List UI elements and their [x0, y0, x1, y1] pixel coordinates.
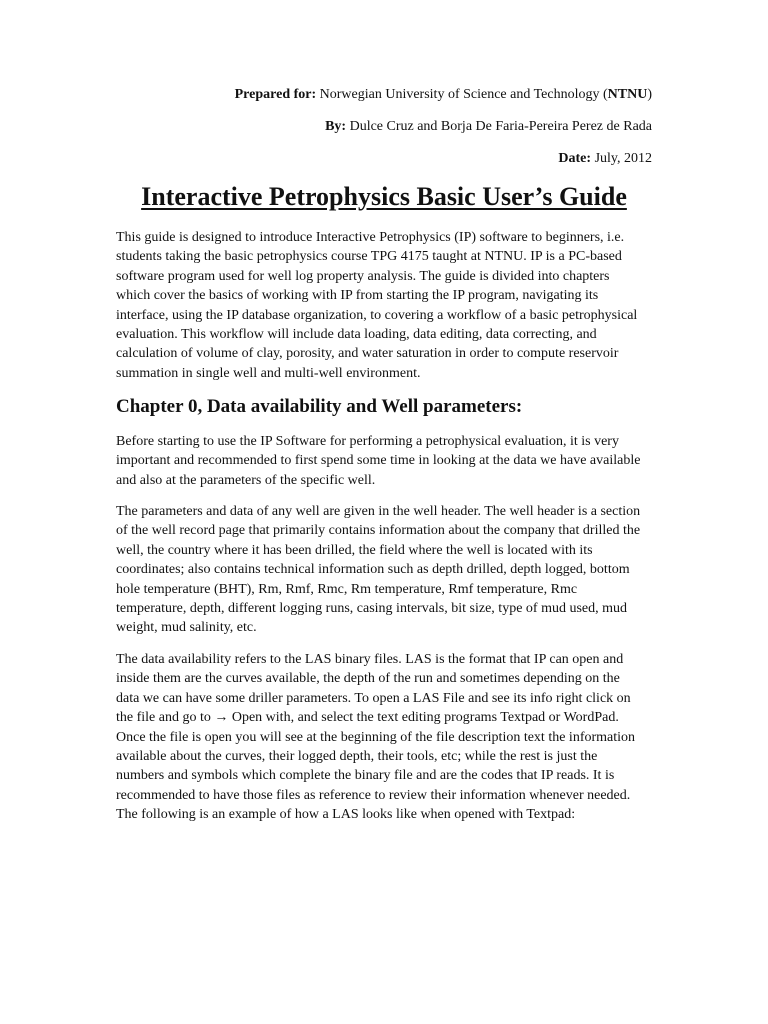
paragraph-line: inside them are the curves available, the depth of the run and sometimes depending on the	[116, 671, 620, 687]
prepared-for-pre: Norwegian University of Science and Technology (	[316, 87, 608, 102]
intro-line: software program used for well log property analysis. The guide is divided into chapters	[116, 268, 610, 284]
paragraph-line: temperature, depth, different logging runs, casing intervals, bit size, type of mud used, mud	[116, 601, 628, 617]
document-title: Interactive Petrophysics Basic User’s Guide	[141, 182, 627, 211]
paragraph-line: of the well record page that primarily contains information about the company that drilled the	[116, 523, 641, 539]
intro-line: summation in single well and multi-well environment.	[116, 365, 421, 381]
intro-line: calculation of volume of clay, porosity, and water saturation in order to compute reservoir	[116, 346, 619, 362]
prepared-for-line	[235, 87, 652, 103]
authors-label: By:	[325, 119, 347, 134]
prepared-for-ntnu: NTNU	[607, 87, 648, 102]
paragraph-line: weight, mud salinity, etc.	[116, 620, 257, 636]
intro-line: evaluation. This workflow will include data loading, data editing, data correcting, and	[116, 327, 597, 343]
prepared-for-post: )	[647, 87, 652, 102]
paragraph-line: the file and go to → Open with, and select the text editing programs Textpad or WordPad.	[116, 710, 619, 726]
date-value: July, 2012	[591, 151, 652, 166]
paragraph-line: The parameters and data of any well are given in the well header. The well header is a section	[116, 504, 641, 519]
paragraph-line: well, the country where it has been drilled, the field where the well is located with its	[116, 542, 593, 558]
authors-value: Dulce Cruz and Borja De Faria-Pereira Perez de Rada	[346, 119, 652, 134]
paragraph-line: Before starting to use the IP Software for performing a petrophysical evaluation, it is very	[116, 434, 619, 449]
intro-line: interface, using the IP database organization, to covering a workflow of a basic petrophysical	[116, 307, 638, 323]
paragraph-line: hole temperature (BHT), Rm, Rmf, Rmc, Rm temperature, Rmf temperature, Rmc	[116, 581, 578, 597]
paragraph-line: The following is an example of how a LAS looks like when opened with Textpad:	[116, 807, 576, 823]
paragraph-line: numbers and symbols which complete the binary file and are the codes that IP reads. It is	[116, 768, 615, 784]
paragraph-line: data we can have some driller parameters. To open a LAS File and see its info right click on	[116, 690, 631, 706]
intro-line: students taking the basic petrophysics course TPG 4175 taught at NTNU. IP is a PC-based	[116, 249, 622, 265]
prepared-for-label: Prepared for:	[234, 87, 317, 102]
paragraph-line: The data availability refers to the LAS binary files. LAS is the format that IP can open and	[116, 652, 624, 667]
paragraph-line: available about the curves, their logged depth, their tools, etc; while the rest is just the	[116, 749, 598, 765]
intro-paragraph	[116, 228, 652, 383]
paragraph-well-header	[116, 502, 652, 638]
chapter-heading: Chapter 0, Data availability and Well parameters:	[116, 396, 523, 417]
paragraph-data-availability	[116, 432, 652, 490]
paragraph-line: coordinates; also contains technical information such as depth drilled, depth logged, bottom	[116, 562, 630, 578]
paragraph-las-files	[116, 650, 652, 825]
date-label: Date:	[558, 151, 592, 166]
paragraph-line: recommended to have those files as reference to review their information whenever needed.	[116, 787, 631, 803]
paragraph-line: Once the file is open you will see at the beginning of the file description text the information	[116, 729, 636, 745]
intro-line: which cover the basics of working with IP from starting the IP program, navigating its	[116, 288, 599, 304]
authors-line	[325, 119, 652, 135]
intro-line: This guide is designed to introduce Interactive Petrophysics (IP) software to beginners, i.e.	[116, 230, 625, 245]
paragraph-line: and also at the parameters of the specific well.	[116, 472, 376, 488]
paragraph-line: important and recommended to first spend some time in looking at the data we have available	[116, 453, 641, 469]
date-line	[558, 151, 652, 167]
